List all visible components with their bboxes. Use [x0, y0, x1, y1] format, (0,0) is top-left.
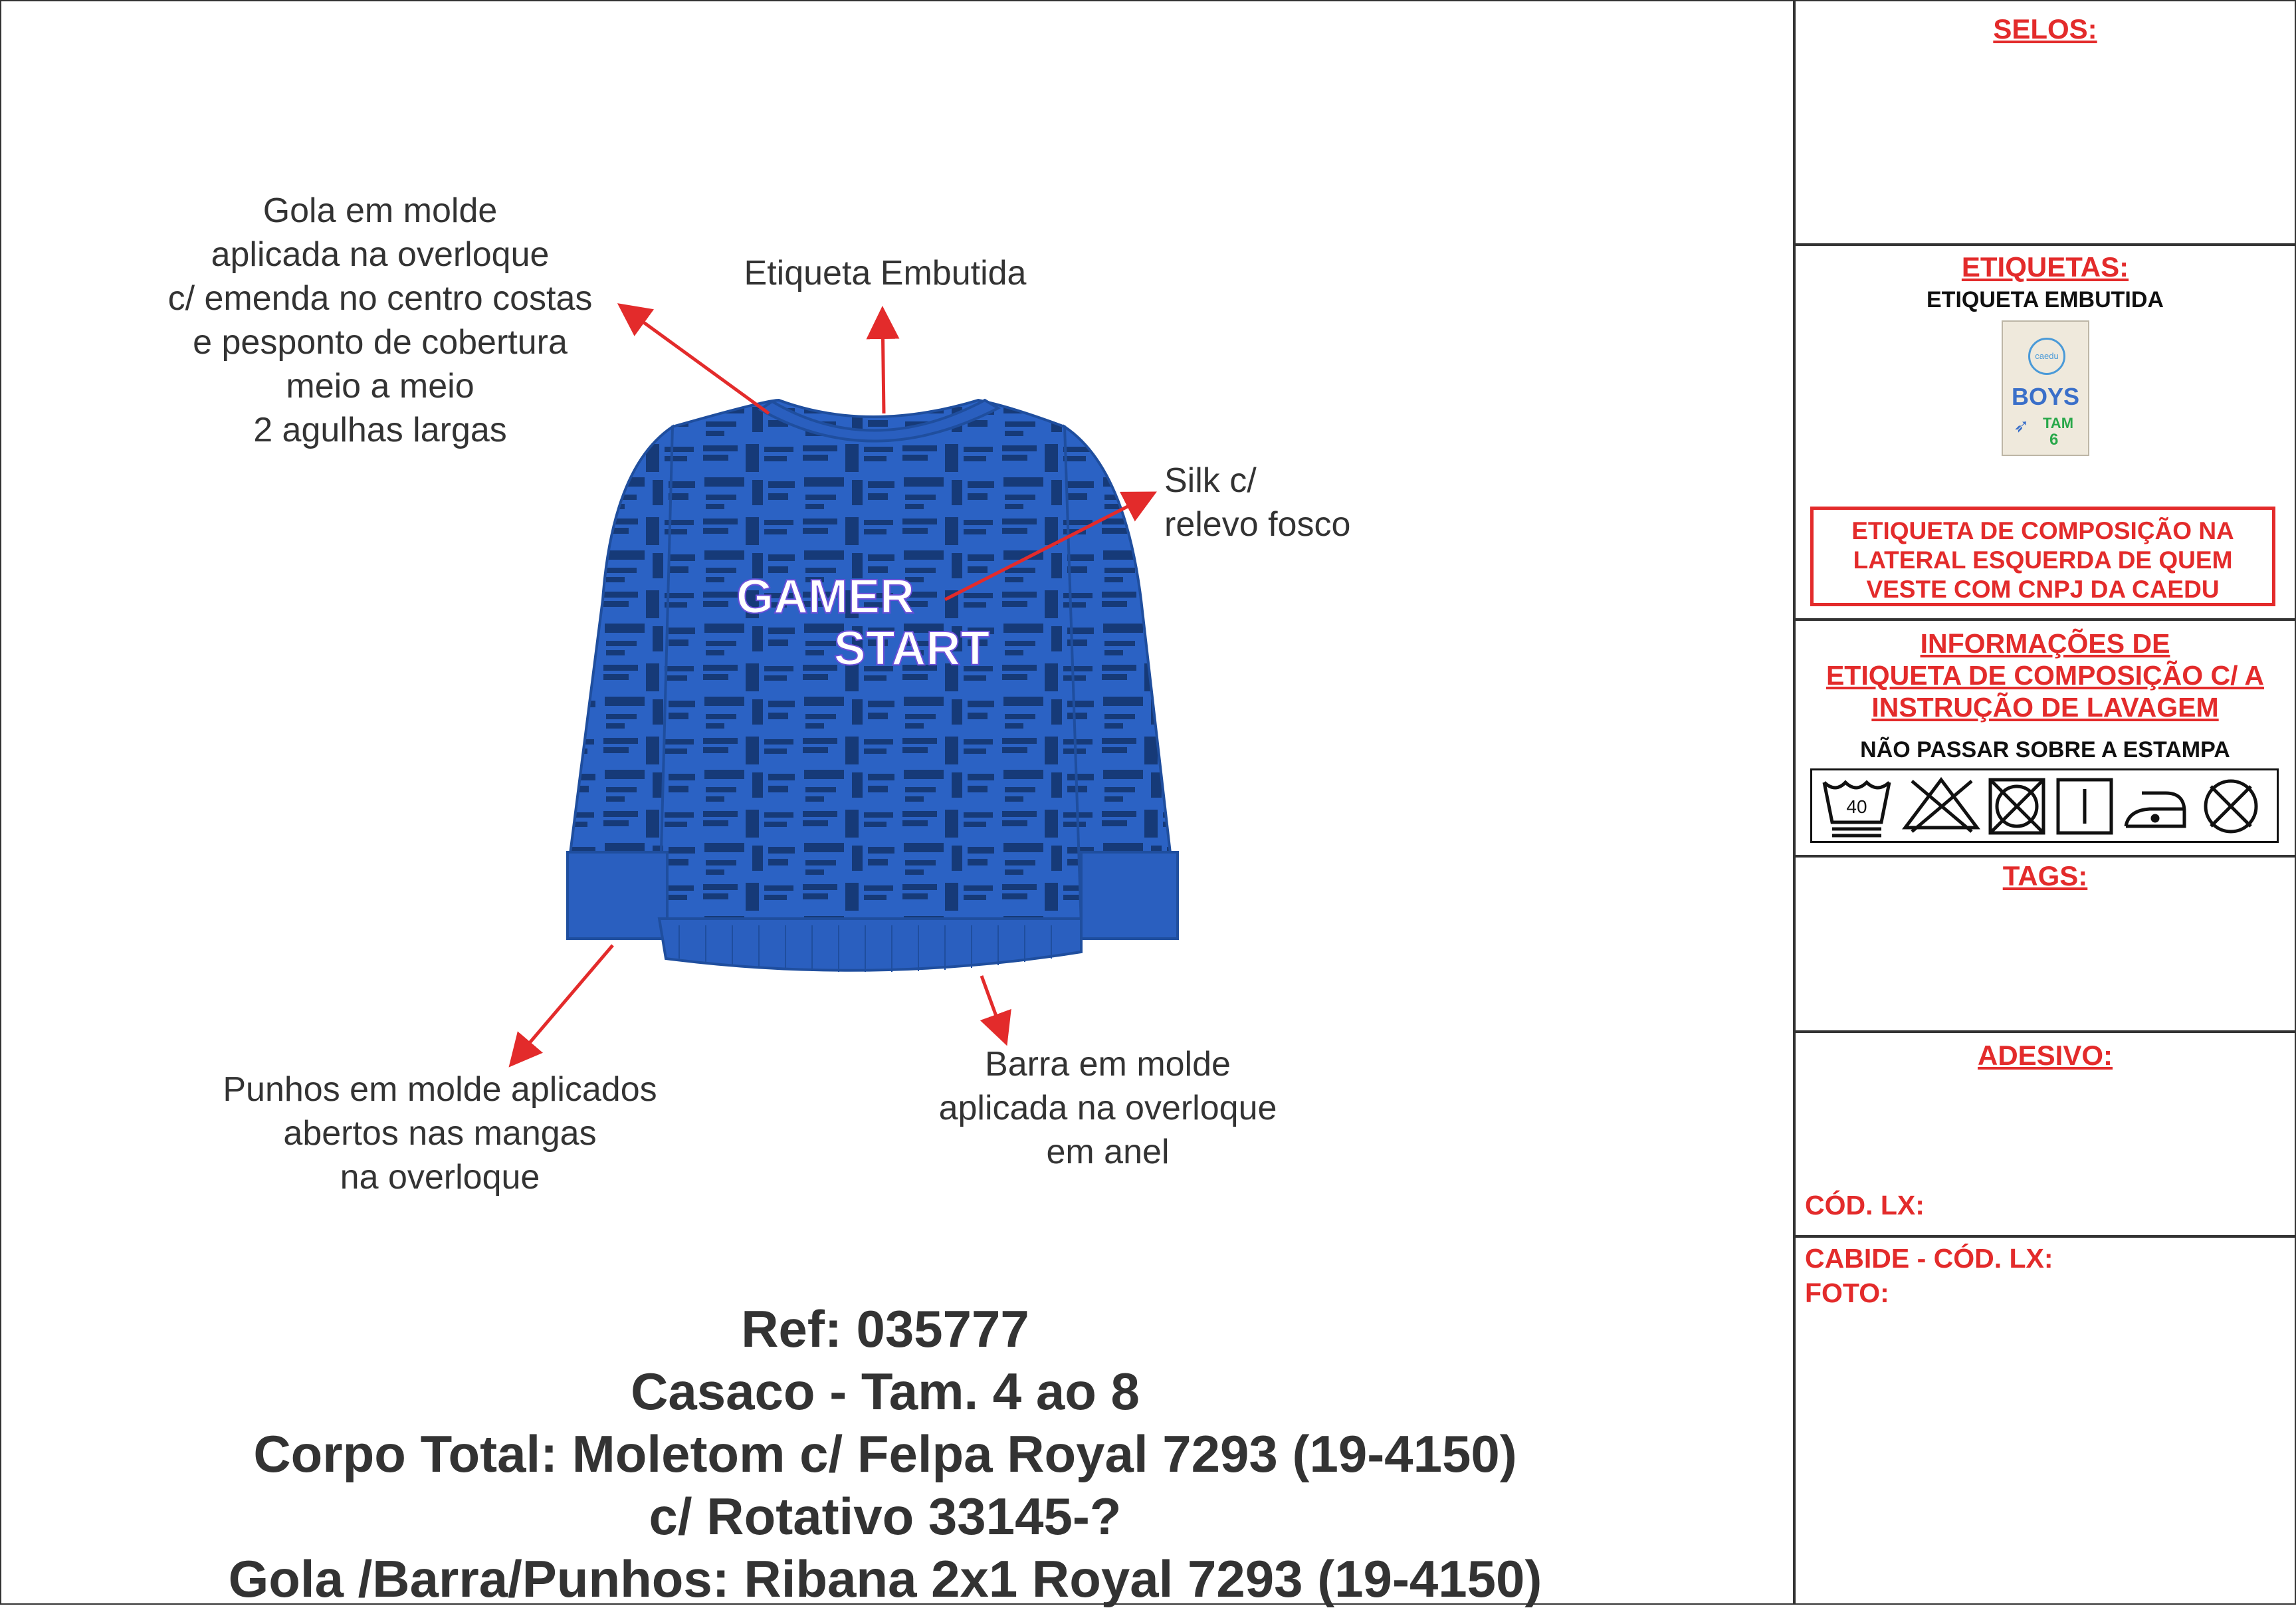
print-start: START: [833, 622, 990, 675]
caedu-logo-icon: caedu: [2028, 338, 2065, 375]
no-dry-clean-icon: [2206, 781, 2256, 832]
section-adesivo: [1796, 1033, 2295, 1238]
main-area: [1, 1, 1793, 1608]
section-tags: [1796, 858, 2295, 1033]
foto-label: FOTO:: [1805, 1278, 1889, 1308]
label-boys-text: BOYS: [2011, 383, 2080, 410]
nao-passar-text: NÃO PASSAR SOBRE A ESTAMPA: [1860, 737, 2230, 762]
section-selos: [1796, 1, 2295, 246]
section-informacoes: [1796, 621, 2295, 858]
print-gamer: GAMER: [736, 570, 914, 624]
ref-rib-fabric: Gola /Barra/Punhos: Ribana 2x1 Royal 7293 (19-4150): [228, 1550, 1542, 1608]
care-symbols-box: [1810, 768, 2279, 843]
arrow-barra: [982, 976, 1005, 1040]
embedded-label-image: [2002, 320, 2089, 456]
wash-temp: 40: [1846, 796, 1867, 817]
arrow-gola: [623, 307, 769, 413]
no-tumble-dry-icon: [1990, 780, 2043, 833]
ref-description: Casaco - Tam. 4 ao 8: [631, 1362, 1140, 1421]
sidebar: [1796, 1, 2295, 1603]
composicao-notice-box: ETIQUETA DE COMPOSIÇÃO NA LATERAL ESQUERDA DE QUEM VESTE COM CNPJ DA CAEDU: [1810, 507, 2275, 606]
etiquetas-heading: ETIQUETAS:: [1961, 251, 2129, 283]
right-cuff: [1081, 852, 1178, 939]
ref-body-fabric: Corpo Total: Moletom c/ Felpa Royal 7293 (19-4150): [253, 1425, 1517, 1483]
label-size: 6: [2049, 431, 2059, 449]
callout-silk: Silk c/ relevo fosco: [1164, 461, 1351, 544]
callout-gola: Gola em molde aplicada na overloque c/ emenda no centro costas e pesponto de cobertura meio a meio 2 agulhas largas: [167, 191, 593, 449]
left-cuff: [568, 852, 667, 939]
ref-print: c/ Rotativo 33145-?: [649, 1487, 1122, 1546]
cod-lx-label: CÓD. LX:: [1805, 1190, 1925, 1220]
cabide-label: CABIDE - CÓD. LX:: [1805, 1243, 2053, 1274]
arrow-etiqueta: [883, 312, 884, 413]
hem-band: [659, 919, 1081, 971]
care-symbols: [1812, 770, 2281, 845]
adesivo-heading: ADESIVO:: [1977, 1040, 2113, 1071]
tags-heading: TAGS:: [2002, 860, 2088, 891]
iron-low-icon: [2126, 793, 2184, 826]
reference-block: [1, 1298, 1769, 1610]
section-cabide: [1796, 1238, 2295, 1603]
selos-heading: SELOS:: [1993, 13, 2097, 45]
drip-dry-icon: [2058, 780, 2111, 833]
callout-punhos: Punhos em molde aplicados abertos nas mangas na overloque: [223, 1070, 657, 1197]
callout-barra: Barra em molde aplicada na overloque em anel: [938, 1045, 1277, 1171]
etiqueta-embutida-title: ETIQUETA EMBUTIDA: [1927, 287, 2164, 312]
no-bleach-icon: [1905, 780, 1977, 832]
rocket-icon: ➶: [2014, 415, 2030, 436]
arrow-punhos: [513, 945, 613, 1062]
section-etiquetas: [1796, 246, 2295, 621]
callout-etiqueta: Etiqueta Embutida: [744, 254, 1027, 292]
ref-number: Ref: 035777: [741, 1300, 1029, 1358]
label-tam: TAM: [2043, 415, 2074, 431]
informacoes-heading: INFORMAÇÕES DE ETIQUETA DE COMPOSIÇÃO C/ A INSTRUÇÃO DE LAVAGEM: [1826, 628, 2265, 723]
